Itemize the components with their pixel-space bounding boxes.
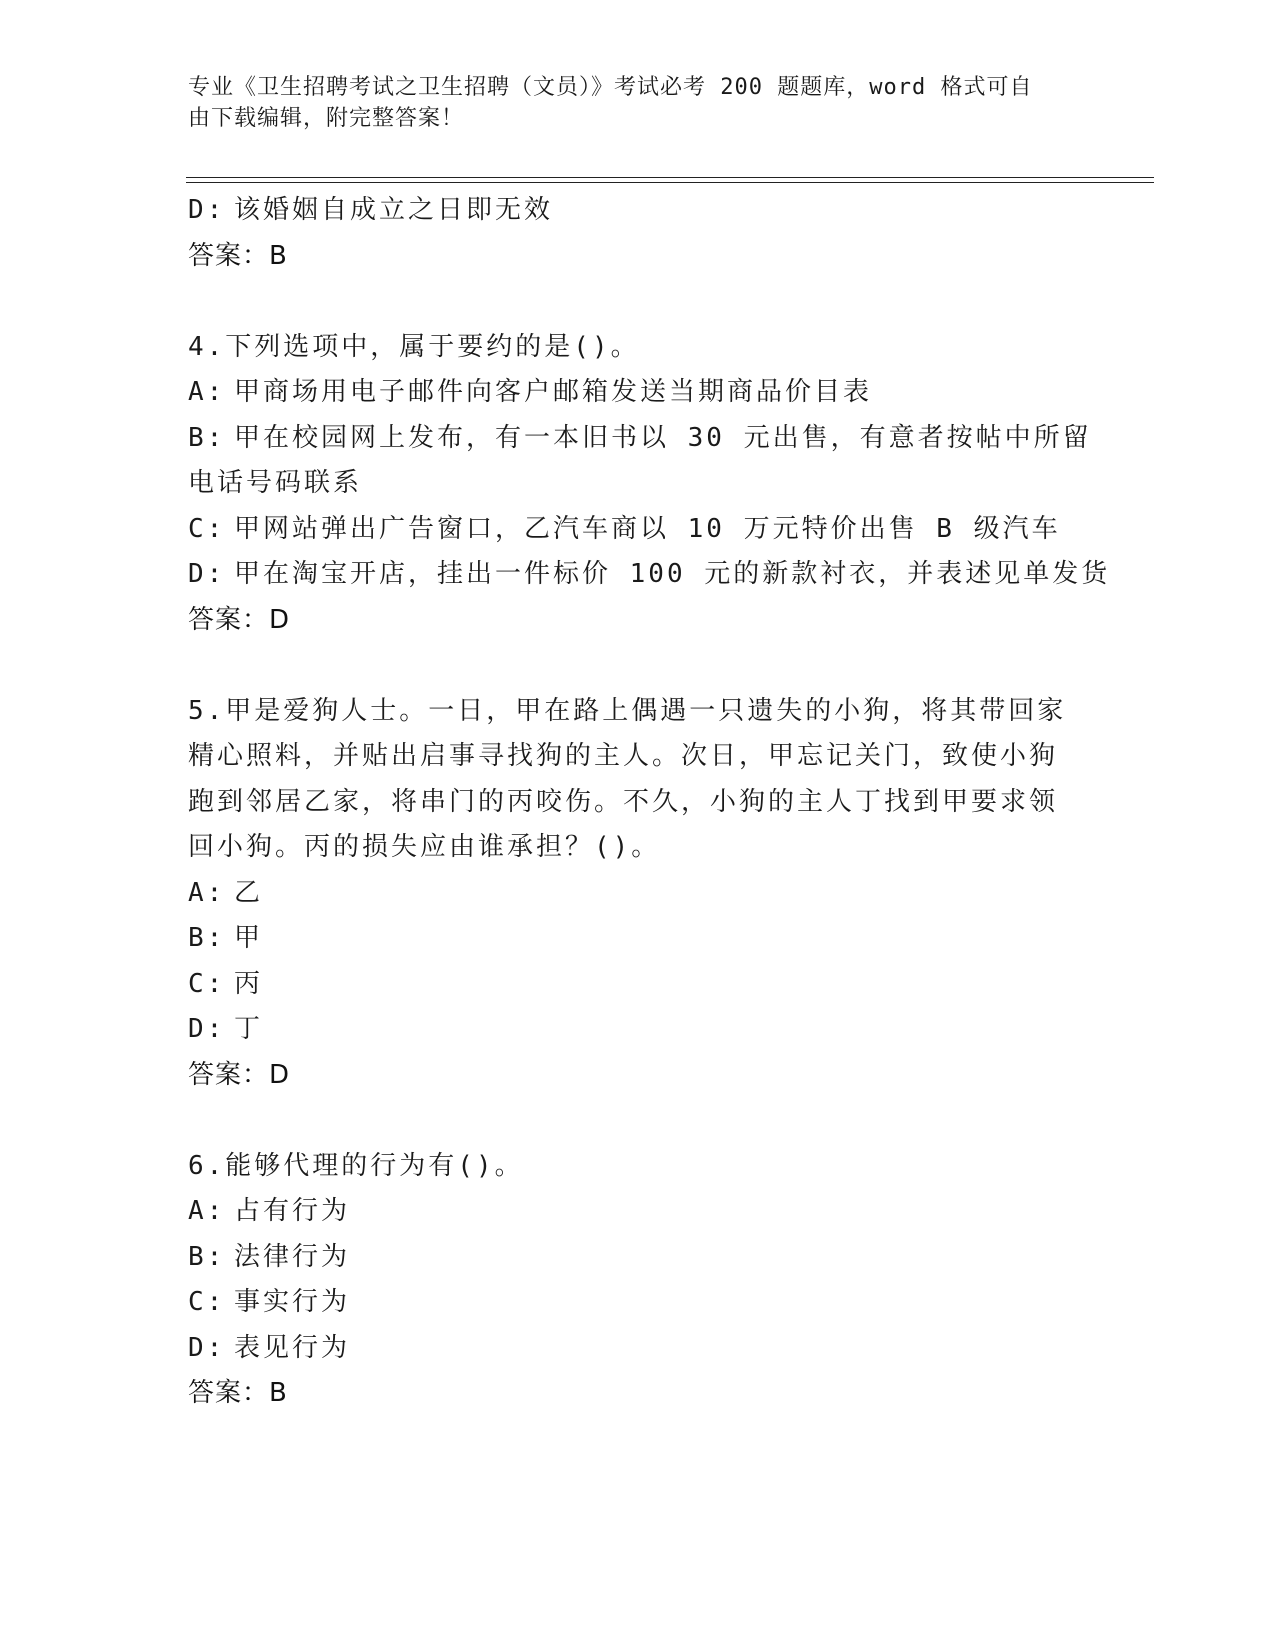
option-line xyxy=(188,916,1088,962)
option-line xyxy=(188,370,1088,416)
header-line-2: 由下载编辑，附完整答案！ xyxy=(188,106,465,131)
option-text: 占有行为 xyxy=(234,1196,351,1226)
option-continuation: 电话号码联系 xyxy=(188,468,363,498)
spacer xyxy=(188,279,1088,325)
option-text: 表见行为 xyxy=(234,1332,351,1363)
question-stem: 4.下列选项中，属于要约的是()。 xyxy=(188,331,640,362)
spacer xyxy=(188,1098,1088,1144)
option-text: 该婚姻自成立之日即无效 xyxy=(234,195,554,225)
option-label: C: xyxy=(188,968,226,999)
header-divider-bottom xyxy=(186,182,1154,183)
option-line xyxy=(188,416,1092,462)
option-label: C: xyxy=(188,1287,226,1317)
option-line xyxy=(188,1280,1088,1326)
question-stem: 回小狗。丙的损失应由谁承担？()。 xyxy=(188,832,661,862)
option-label: A: xyxy=(188,877,226,908)
question-4 xyxy=(188,325,1111,644)
option-label: A: xyxy=(188,377,226,407)
option-line xyxy=(188,552,1111,598)
option-text: 甲 xyxy=(234,923,264,953)
answer-line: 答案：B xyxy=(188,1378,288,1408)
option-line xyxy=(188,871,1088,917)
option-line xyxy=(188,1007,1088,1053)
option-label: C: xyxy=(188,513,226,544)
option-line xyxy=(188,1189,1088,1235)
option-line xyxy=(188,188,1088,234)
option-label: D: xyxy=(188,195,226,225)
option-label: D: xyxy=(188,1332,226,1363)
option-text: 甲网站弹出广告窗口，乙汽车商以 10 万元特价出售 B 级汽车 xyxy=(234,513,1061,544)
option-label: D: xyxy=(188,1014,226,1044)
question-5 xyxy=(188,689,1088,1099)
option-text: 甲在淘宝开店，挂出一件标价 100 元的新款衬衣，并表述见单发货 xyxy=(234,559,1111,589)
header-divider-top xyxy=(186,177,1154,178)
option-label: B: xyxy=(188,422,226,453)
option-line xyxy=(188,1235,1088,1281)
option-label: B: xyxy=(188,923,226,953)
question-content xyxy=(188,188,1111,1417)
option-line xyxy=(188,507,1088,553)
option-text: 丁 xyxy=(234,1014,264,1044)
question-stem: 6.能够代理的行为有()。 xyxy=(188,1150,524,1181)
option-label: A: xyxy=(188,1196,226,1226)
option-text: 丙 xyxy=(234,968,264,999)
question-stem: 5.甲是爱狗人士。一日，甲在路上偶遇一只遗失的小狗，将其带回家 xyxy=(188,695,1067,726)
answer-line: 答案：D xyxy=(188,604,291,635)
option-label: B: xyxy=(188,1241,226,1272)
option-text: 甲商场用电子邮件向客户邮箱发送当期商品价目表 xyxy=(234,377,873,407)
question-stem: 跑到邻居乙家，将串门的丙咬伤。不久，小狗的主人丁找到甲要求领 xyxy=(188,786,1059,817)
option-text: 法律行为 xyxy=(234,1241,351,1272)
option-line xyxy=(188,962,1088,1008)
question-stem: 精心照料，并贴出启事寻找狗的主人。次日，甲忘记关门，致使小狗 xyxy=(188,741,1059,771)
option-text: 乙 xyxy=(234,877,264,908)
header-line-1: 专业《卫生招聘考试之卫生招聘（文员）》考试必考 200 题题库，word 格式可自 xyxy=(188,75,1033,100)
answer-line: 答案：D xyxy=(188,1059,291,1090)
option-label: D: xyxy=(188,559,226,589)
spacer xyxy=(188,643,1088,689)
answer-line: 答案：B xyxy=(188,240,288,271)
question-6 xyxy=(188,1144,1088,1417)
document-header xyxy=(188,72,1068,134)
option-text: 甲在校园网上发布，有一本旧书以 30 元出售，有意者按帖中所留 xyxy=(234,422,1092,453)
option-line xyxy=(188,1326,1088,1372)
option-text: 事实行为 xyxy=(234,1287,351,1317)
